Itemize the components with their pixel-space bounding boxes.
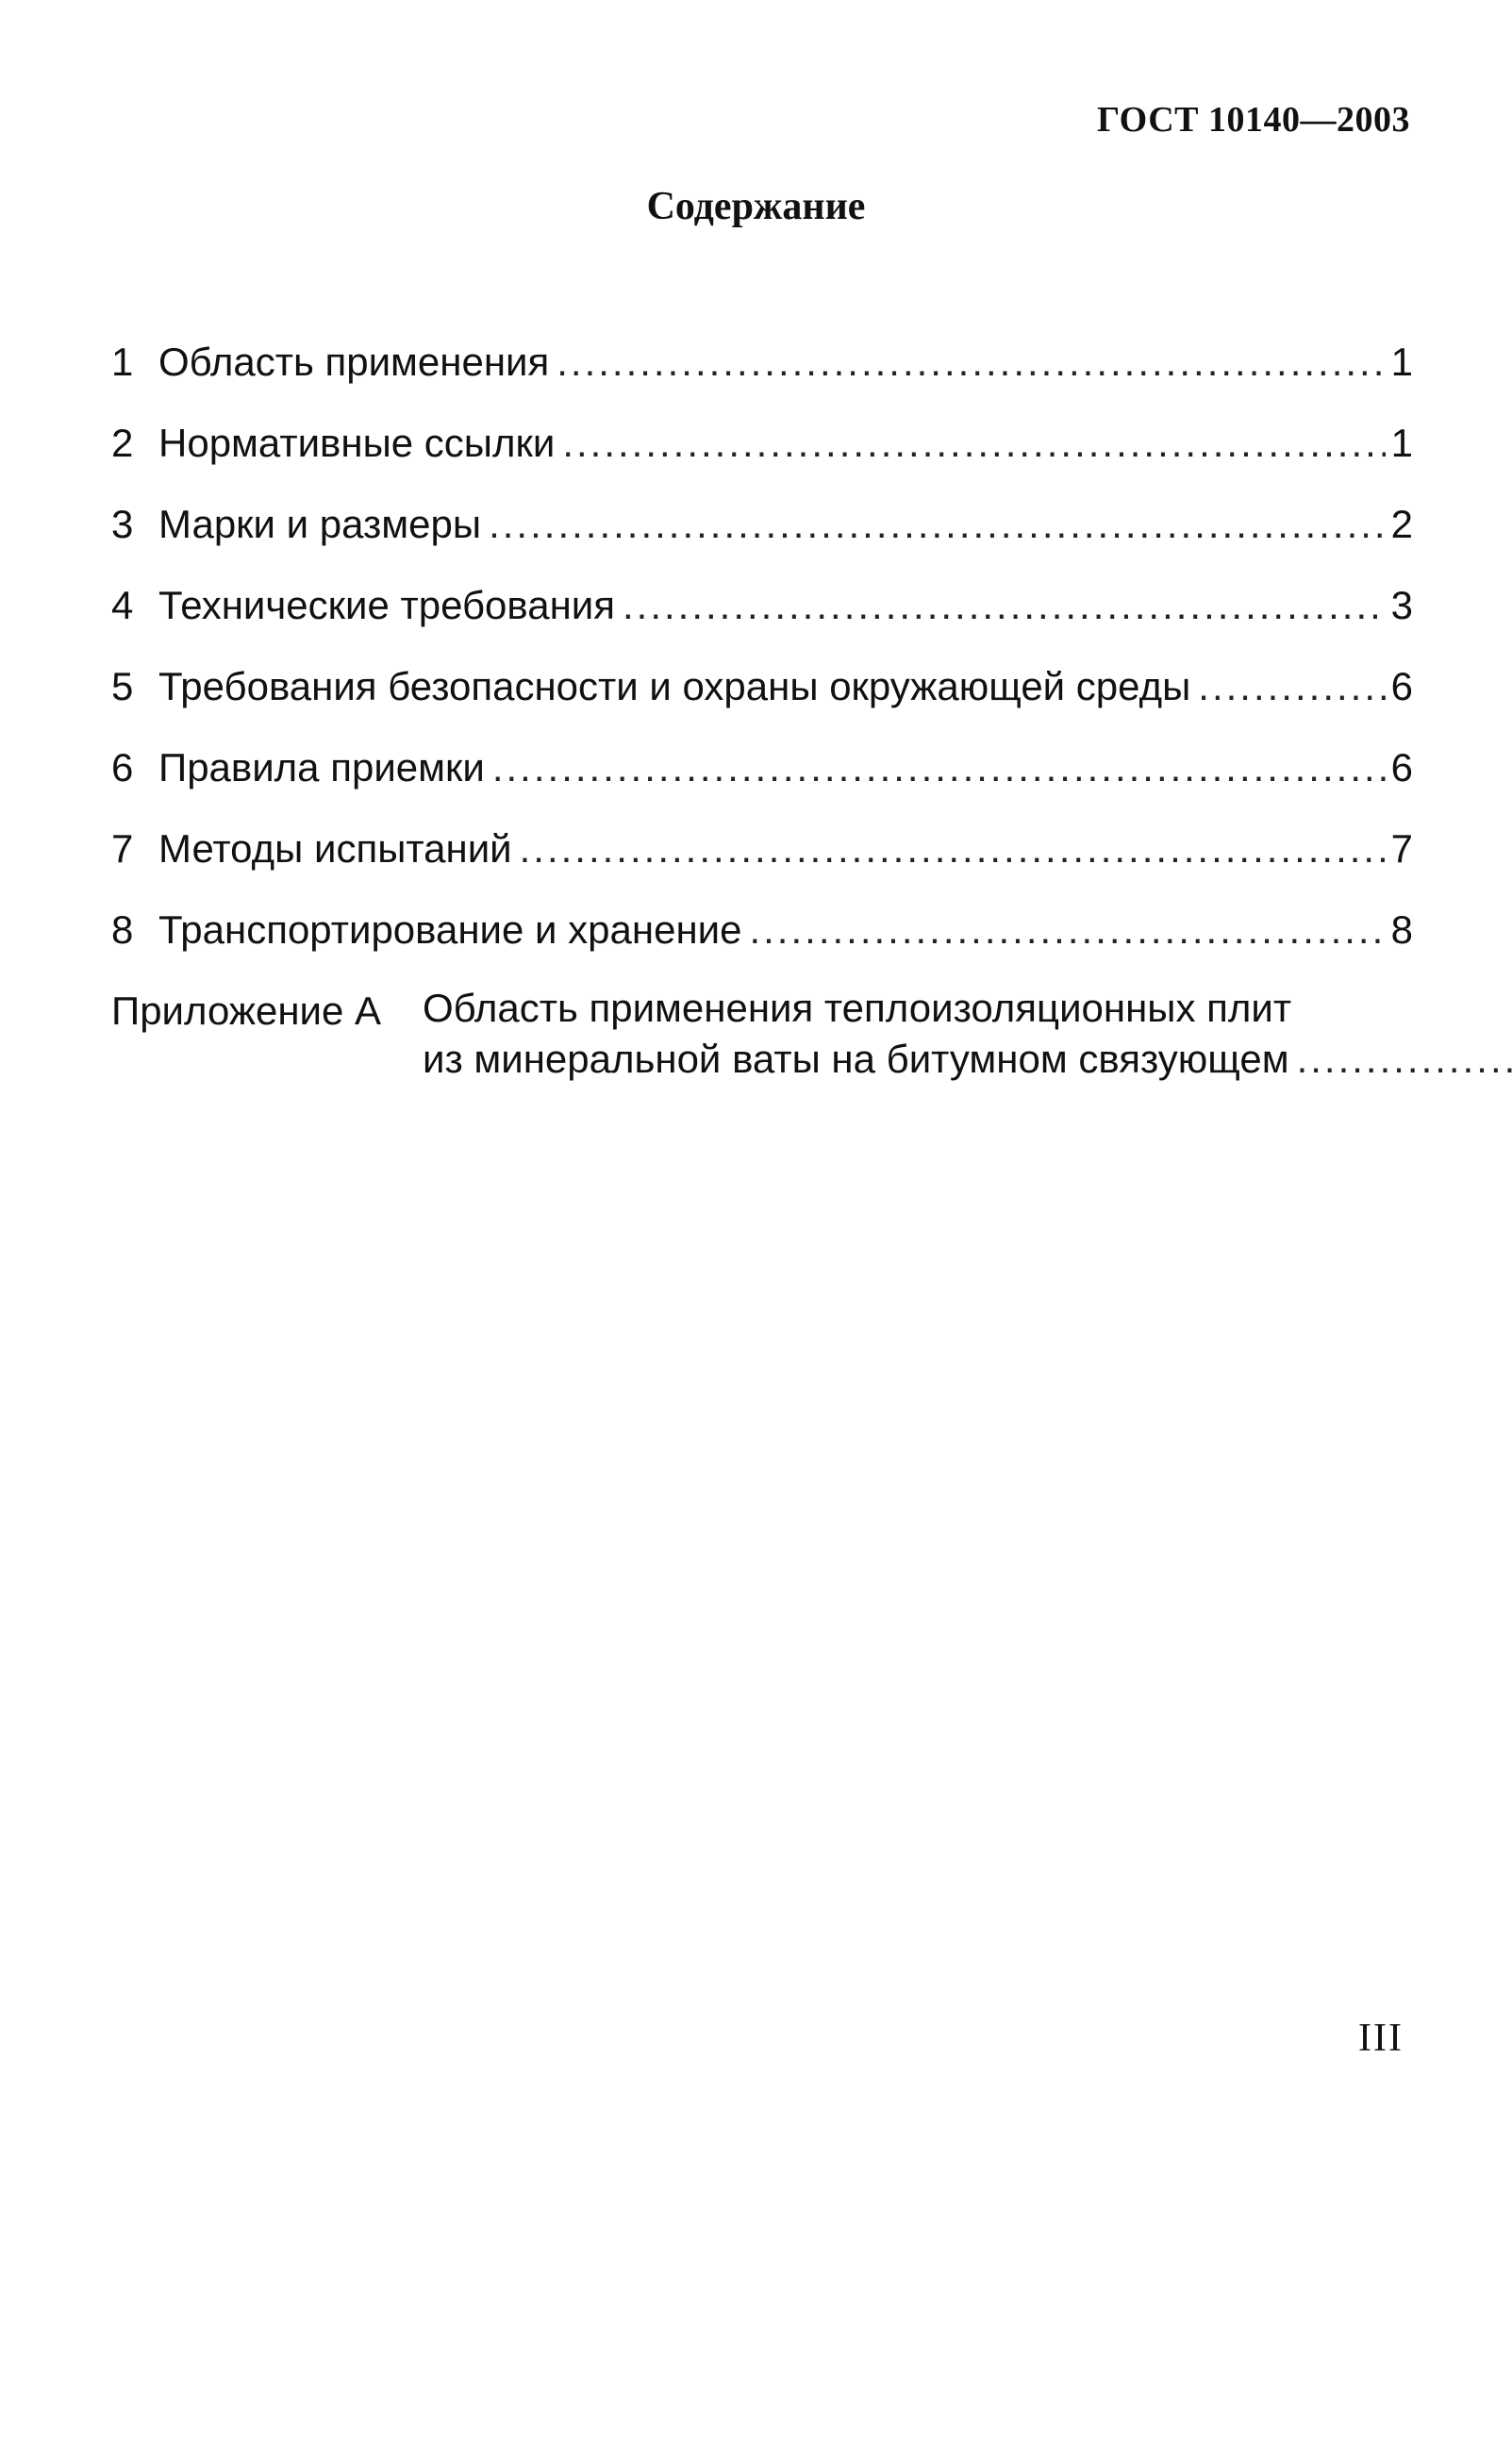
toc-entry[interactable] bbox=[111, 745, 1413, 826]
toc-entry-number: 4 bbox=[111, 583, 134, 627]
dot-leader bbox=[492, 745, 1386, 790]
dot-leader bbox=[562, 421, 1385, 466]
toc-entry[interactable] bbox=[111, 826, 1413, 907]
toc-entry-number: 2 bbox=[111, 421, 134, 465]
dot-leader bbox=[1297, 1034, 1512, 1085]
toc-entry-title: Область применения bbox=[158, 340, 550, 384]
page-number: III bbox=[1358, 2017, 1404, 2060]
toc-entry[interactable] bbox=[111, 664, 1413, 745]
toc-entry-page: 1 bbox=[1390, 340, 1413, 384]
appendix-title-line1: Область применения теплоизоляционных плит bbox=[423, 986, 1292, 1030]
table-of-contents bbox=[111, 340, 1413, 1085]
dot-leader bbox=[557, 340, 1385, 385]
toc-entry-title: Технические требования bbox=[158, 583, 615, 627]
toc-entry-number: 3 bbox=[111, 502, 134, 546]
toc-entry-title: Требования безопасности и охраны окружающей среды bbox=[158, 664, 1191, 708]
toc-entry[interactable] bbox=[111, 907, 1413, 989]
toc-entry-title: Марки и размеры bbox=[158, 502, 482, 546]
toc-appendix-entry[interactable] bbox=[111, 986, 1413, 1085]
toc-entry-number: 8 bbox=[111, 907, 134, 952]
toc-entry-page: 6 bbox=[1390, 745, 1413, 789]
document-id: ГОСТ 10140—2003 bbox=[1096, 100, 1410, 140]
toc-heading: Содержание bbox=[646, 185, 866, 228]
toc-entry-page: 7 bbox=[1390, 826, 1413, 871]
dot-leader bbox=[749, 907, 1385, 953]
dot-leader bbox=[520, 826, 1386, 872]
dot-leader bbox=[1198, 664, 1385, 709]
toc-entry-page: 3 bbox=[1390, 583, 1413, 627]
toc-entry-title: Нормативные ссылки bbox=[158, 421, 556, 465]
toc-entry-title: Правила приемки bbox=[158, 745, 485, 789]
appendix-label: Приложение А bbox=[111, 989, 382, 1033]
toc-entry-title: Методы испытаний bbox=[158, 826, 512, 871]
toc-entry[interactable] bbox=[111, 421, 1413, 502]
toc-entry-page: 8 bbox=[1390, 907, 1413, 952]
toc-entry-number: 6 bbox=[111, 745, 134, 789]
toc-entry-number: 7 bbox=[111, 826, 134, 871]
toc-entry[interactable] bbox=[111, 502, 1413, 583]
toc-entry-page: 2 bbox=[1390, 502, 1413, 546]
toc-entry-title: Транспортирование и хранение bbox=[158, 907, 742, 952]
toc-entry-page: 6 bbox=[1390, 664, 1413, 708]
appendix-body bbox=[423, 983, 1512, 1085]
toc-entry-number: 5 bbox=[111, 664, 134, 708]
dot-leader bbox=[489, 502, 1386, 547]
toc-entry-number: 1 bbox=[111, 340, 134, 384]
appendix-line2-row bbox=[423, 1034, 1512, 1085]
toc-entry[interactable] bbox=[111, 340, 1413, 421]
toc-entry[interactable] bbox=[111, 583, 1413, 664]
appendix-title-line2: из минеральной ваты на битумном связующем bbox=[423, 1037, 1289, 1081]
dot-leader bbox=[623, 583, 1386, 628]
toc-entry-page: 1 bbox=[1390, 421, 1413, 465]
